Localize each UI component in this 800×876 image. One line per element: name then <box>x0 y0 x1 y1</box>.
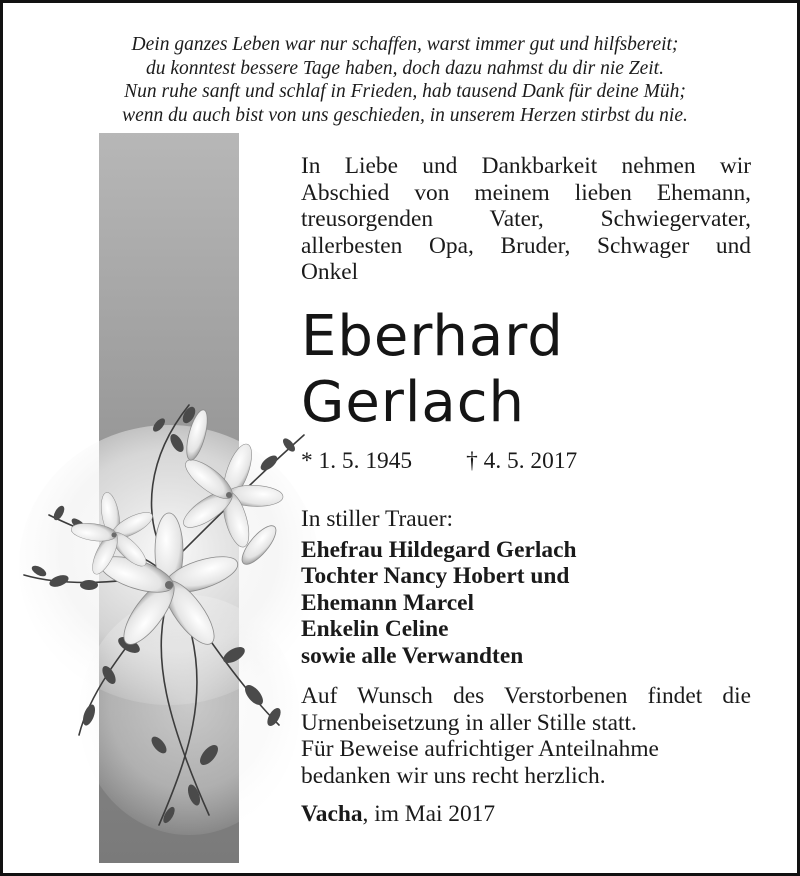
notice-line: Auf Wunsch des Verstorbenen findet die <box>301 683 751 709</box>
poem-line: Dein ganzes Leben war nur schaffen, warst immer gut und hilfsbereit; <box>131 34 679 55</box>
poem-line: du konntest bessere Tage haben, doch dazu nahmst du dir nie Zeit. <box>146 57 664 79</box>
poem-line: wenn du auch bist von uns geschieden, in unserem Herzen stirbst du nie. <box>122 104 688 126</box>
mourning-label: In stiller Trauer: <box>301 506 454 532</box>
place-date-text: , im Mai 2017 <box>362 801 496 827</box>
first-name: Eberhard <box>301 303 564 369</box>
mourner: sowie alle Verwandten <box>301 642 524 669</box>
burial-notice <box>301 683 751 789</box>
mourner: Ehefrau Hildegard Gerlach <box>301 536 577 563</box>
mourners-section <box>301 506 751 669</box>
mourner: Ehemann Marcel <box>301 589 475 616</box>
intro-line: In Liebe und Dankbarkeit nehmen wir <box>301 153 751 179</box>
notice-line: bedanken wir uns recht herzlich. <box>301 762 606 789</box>
mourners-list <box>301 537 751 670</box>
mourner: Tochter Nancy Hobert und <box>301 563 570 589</box>
intro-line: allerbesten Opa, Bruder, Schwager und <box>301 232 751 259</box>
lily-bouquet-icon <box>19 395 319 835</box>
intro-line: Onkel <box>301 259 359 285</box>
intro-line: Abschied von meinem lieben Ehemann, <box>301 179 751 206</box>
mourner: Enkelin Celine <box>301 616 449 642</box>
poem <box>45 33 765 127</box>
notice-line: Urnenbeisetzung in aller Stille statt. <box>301 709 637 736</box>
intro-paragraph <box>301 153 751 286</box>
main-text <box>301 153 751 828</box>
death-date: † 4. 5. 2017 <box>466 447 578 474</box>
notice-line: Für Beweise aufrichtiger Anteilnahme <box>301 736 659 762</box>
last-name: Gerlach <box>301 369 526 435</box>
deceased-name <box>301 304 751 436</box>
place-town: Vacha <box>301 801 363 827</box>
birth-date: * 1. 5. 1945 <box>301 447 413 474</box>
life-dates <box>301 448 751 475</box>
place-date <box>301 801 751 828</box>
intro-line: treusorgenden Vater, Schwiegervater, <box>301 206 751 232</box>
poem-line: Nun ruhe sanft und schlaf in Frieden, hab tausend Dank für deine Müh; <box>124 81 686 103</box>
